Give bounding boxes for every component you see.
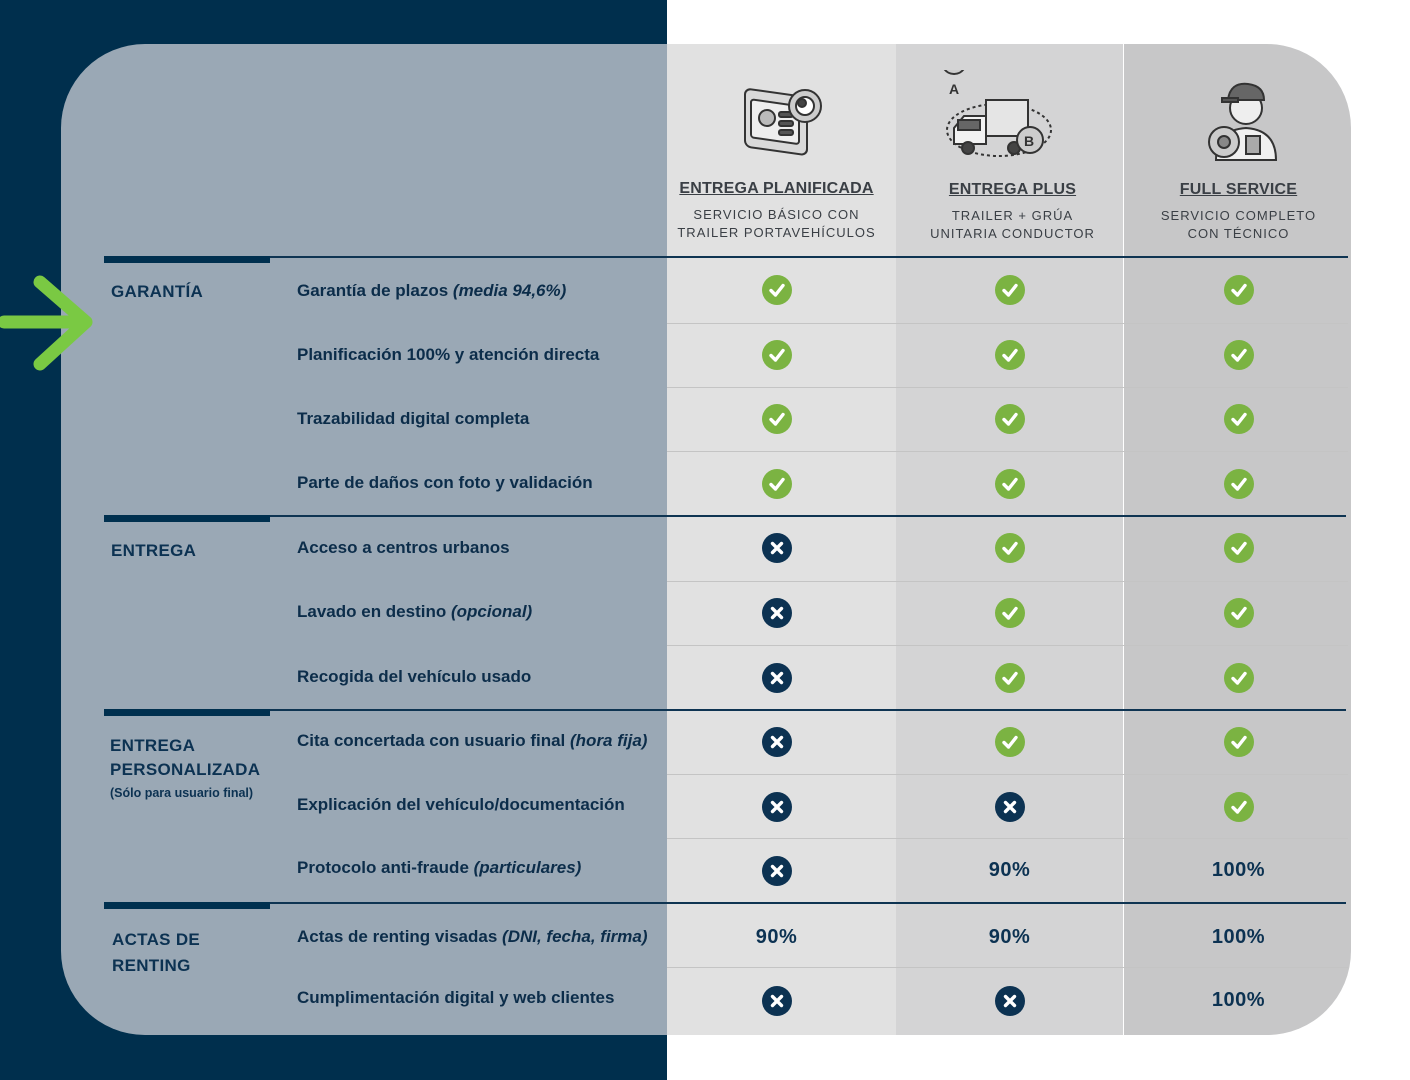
cross-icon — [762, 598, 792, 628]
feature-label: Cumplimentación digital y web clientes — [297, 988, 615, 1007]
value-cell — [1124, 989, 1353, 1012]
section-note: (Sólo para usuario final) — [110, 786, 254, 800]
percentage-value: 90% — [988, 926, 1031, 948]
percentage-value: 100% — [1211, 989, 1266, 1011]
value-cell — [895, 598, 1124, 633]
check-icon — [1224, 275, 1254, 305]
section-bar — [104, 902, 270, 909]
value-cell — [662, 340, 891, 375]
cross-icon — [762, 986, 792, 1016]
value-cell — [1124, 533, 1353, 568]
technician-icon — [1188, 70, 1288, 170]
value-cell — [662, 598, 891, 633]
percentage-value: 100% — [1211, 926, 1266, 948]
column-header-1 — [662, 52, 891, 242]
value-cell — [895, 275, 1124, 310]
check-icon — [1224, 469, 1254, 499]
check-icon — [995, 533, 1025, 563]
feature-label: Parte de daños con foto y validación — [297, 473, 593, 492]
row-separator — [667, 838, 1348, 839]
value-cell — [662, 533, 891, 568]
value-cell — [895, 663, 1124, 698]
cross-icon — [762, 792, 792, 822]
value-cell — [1124, 340, 1353, 375]
check-icon — [995, 598, 1025, 628]
feature-label: Explicación del vehículo/documentación — [297, 795, 625, 814]
svg-text:B: B — [1024, 133, 1035, 149]
section-label-entrega-personalizada: ENTREGA PERSONALIZADA (Sólo para usuario final) — [110, 734, 260, 804]
value-cell — [1124, 404, 1353, 439]
column-subtitle: SERVICIO BÁSICO CON TRAILER PORTAVEHÍCULOS — [677, 207, 876, 240]
value-cell — [895, 533, 1124, 568]
value-cell — [895, 926, 1124, 949]
feature-label: Lavado en destino (opcional) — [297, 602, 533, 621]
column-title: FULL SERVICE — [1179, 181, 1298, 198]
section-bar — [104, 515, 270, 522]
arrow-right-icon — [0, 272, 100, 376]
column-header-3 — [1124, 52, 1353, 242]
section-divider — [270, 902, 1346, 904]
value-cell — [662, 727, 891, 762]
section-divider — [270, 709, 1346, 711]
value-cell — [895, 340, 1124, 375]
value-cell — [1124, 727, 1353, 762]
cross-icon — [762, 856, 792, 886]
check-icon — [1224, 340, 1254, 370]
check-icon — [1224, 533, 1254, 563]
check-icon — [1224, 792, 1254, 822]
value-cell — [1124, 792, 1353, 827]
percentage-value: 100% — [1211, 859, 1266, 881]
column-subtitle: SERVICIO COMPLETO CON TÉCNICO — [1160, 208, 1317, 241]
percentage-value: 90% — [755, 926, 798, 948]
check-icon — [995, 275, 1025, 305]
section-bar — [104, 256, 270, 263]
check-icon — [995, 469, 1025, 499]
feature-label: Acceso a centros urbanos — [297, 538, 510, 557]
check-icon — [1224, 663, 1254, 693]
value-cell — [1124, 926, 1353, 949]
cross-icon — [762, 663, 792, 693]
value-cell — [662, 469, 891, 504]
value-cell — [895, 986, 1124, 1021]
row-separator — [667, 645, 1348, 646]
row-separator — [667, 967, 1348, 968]
value-cell — [1124, 663, 1353, 698]
check-icon — [762, 469, 792, 499]
value-cell — [895, 727, 1124, 762]
value-cell — [895, 469, 1124, 504]
check-icon — [1224, 598, 1254, 628]
value-cell — [1124, 469, 1353, 504]
check-icon — [995, 404, 1025, 434]
value-cell — [1124, 859, 1353, 882]
row-separator — [667, 581, 1348, 582]
row-separator — [667, 323, 1348, 324]
check-icon — [995, 727, 1025, 757]
feature-label: Trazabilidad digital completa — [297, 409, 530, 428]
section-label-garantia: GARANTÍA — [111, 282, 204, 301]
column-title: ENTREGA PLUS — [948, 181, 1077, 198]
section-divider — [270, 256, 1348, 258]
check-icon — [995, 340, 1025, 370]
value-cell — [662, 663, 891, 698]
value-cell — [662, 986, 891, 1021]
truck-route-icon — [934, 70, 1064, 170]
value-cell — [662, 926, 891, 949]
section-bar — [104, 709, 270, 716]
value-cell — [895, 859, 1124, 882]
column-title: ENTREGA PLANIFICADA — [679, 180, 874, 197]
cross-icon — [995, 792, 1025, 822]
cross-icon — [995, 986, 1025, 1016]
value-cell — [662, 856, 891, 891]
value-cell — [662, 404, 891, 439]
feature-label: Garantía de plazos (media 94,6%) — [297, 281, 567, 300]
value-cell — [1124, 598, 1353, 633]
check-icon — [1224, 404, 1254, 434]
cross-icon — [762, 727, 792, 757]
tablet-icon — [727, 74, 827, 174]
row-separator — [667, 774, 1348, 775]
check-icon — [762, 275, 792, 305]
value-cell — [662, 275, 891, 310]
row-separator — [667, 387, 1348, 388]
check-icon — [762, 340, 792, 370]
section-label-entrega: ENTREGA — [111, 541, 197, 560]
column-subtitle: TRAILER + GRÚA UNITARIA CONDUCTOR — [930, 208, 1095, 241]
svg-text:A: A — [949, 81, 960, 97]
check-icon — [1224, 727, 1254, 757]
value-cell — [895, 404, 1124, 439]
value-cell — [895, 792, 1124, 827]
section-divider — [270, 515, 1346, 517]
value-cell — [1124, 275, 1353, 310]
feature-label: Recogida del vehículo usado — [297, 667, 532, 686]
value-cell — [662, 792, 891, 827]
check-icon — [995, 663, 1025, 693]
row-separator — [667, 451, 1348, 452]
feature-label: Actas de renting visadas (DNI, fecha, firma) — [297, 927, 648, 946]
column-header-2 — [898, 52, 1127, 242]
check-icon — [762, 404, 792, 434]
cross-icon — [762, 533, 792, 563]
feature-label: Planificación 100% y atención directa — [297, 345, 600, 364]
feature-label: Protocolo anti-fraude (particulares) — [297, 858, 582, 877]
percentage-value: 90% — [988, 859, 1031, 881]
feature-label: Cita concertada con usuario final (hora fija) — [297, 731, 648, 750]
section-label-actas-renting: ACTAS DE RENTING — [112, 930, 201, 975]
